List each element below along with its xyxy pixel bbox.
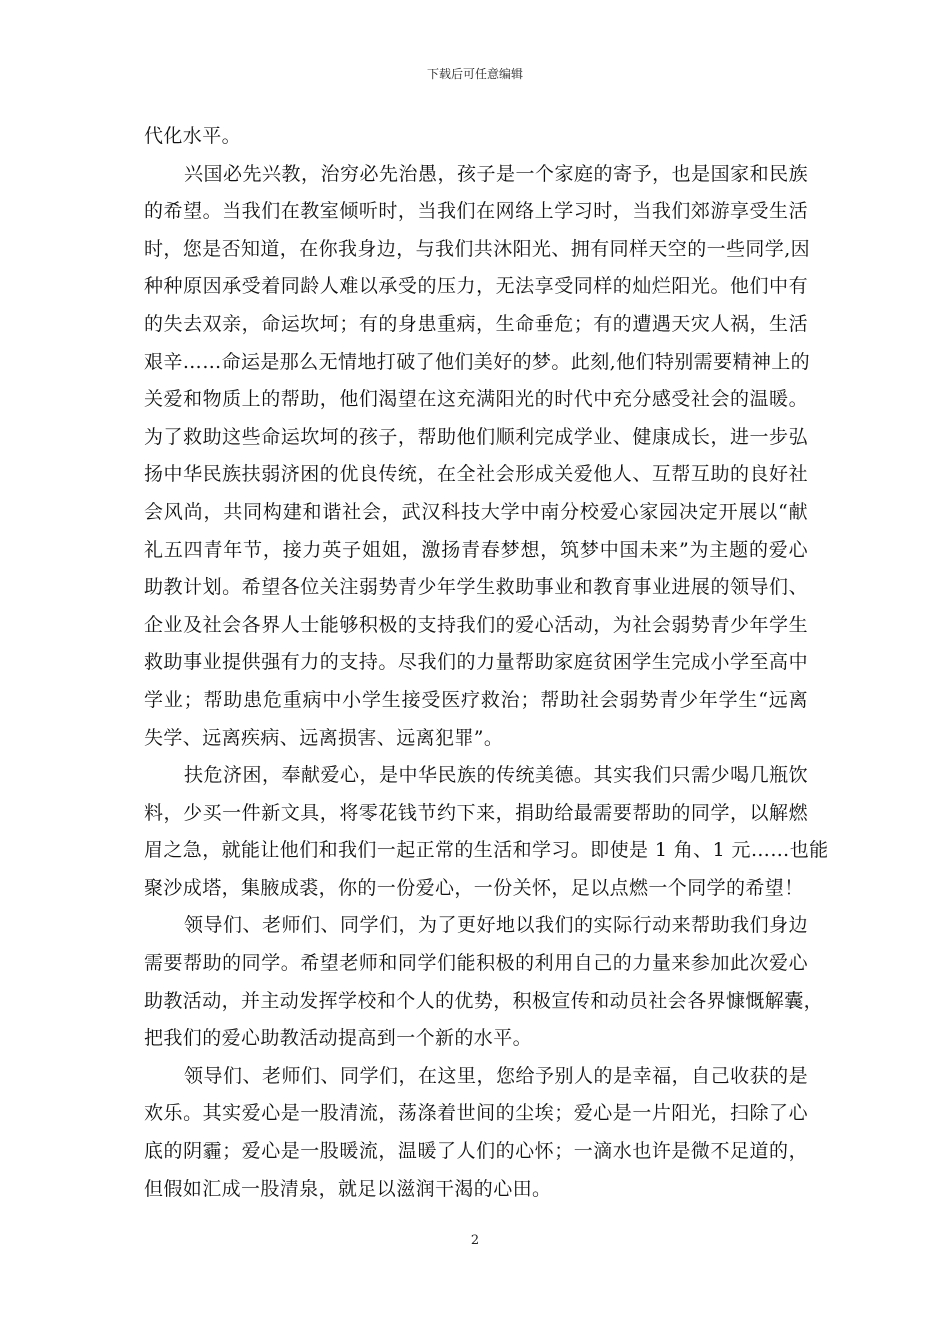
document-body bbox=[144, 118, 829, 1208]
paragraph-line: 需要帮助的同学。希望老师和同学们能积极的利用自己的力量来参加此次爱心 bbox=[144, 952, 808, 975]
paragraph-line: 欢乐。其实爱心是一股清流，荡涤着世间的尘埃；爱心是一片阳光，扫除了心 bbox=[144, 1102, 808, 1125]
paragraph-line: 扶危济困，奉献爱心，是中华民族的传统美德。其实我们只需少喝几瓶饮 bbox=[184, 764, 808, 787]
paragraph-line: 助教活动，并主动发挥学校和个人的优势，积极宣传和动员社会各界慷慨解囊， bbox=[144, 989, 824, 1012]
paragraph-line: 种种原因承受着同龄人难以承受的压力，无法享受同样的灿烂阳光。他们中有 bbox=[144, 275, 808, 298]
paragraph-line: 学业；帮助患危重病中小学生接受医疗救治；帮助社会弱势青少年学生“远离 bbox=[144, 688, 808, 711]
paragraph-line: 代化水平。 bbox=[144, 125, 242, 147]
paragraph-line: 扬中华民族扶弱济困的优良传统，在全社会形成关爱他人、互帮互助的良好社 bbox=[144, 463, 808, 486]
paragraph-line: 关爱和物质上的帮助，他们渴望在这充满阳光的时代中充分感受社会的温暖。 bbox=[144, 388, 808, 411]
paragraph-line: 助教计划。希望各位关注弱势青少年学生救助事业和教育事业进展的领导们、 bbox=[144, 576, 808, 599]
paragraph-line: 为了救助这些命运坎坷的孩子，帮助他们顺利完成学业、健康成长，进一步弘 bbox=[144, 425, 808, 448]
paragraph-line: 领导们、老师们、同学们，在这里，您给予别人的是幸福，自己收获的是 bbox=[184, 1064, 808, 1087]
paragraph-line: 企业及社会各界人士能够积极的支持我们的爱心活动，为社会弱势青少年学生 bbox=[144, 613, 808, 636]
paragraph-line: 礼五四青年节，接力英子姐姐，激扬青春梦想，筑梦中国未来”为主题的爱心 bbox=[144, 538, 808, 561]
paragraph-line: 底的阴霾；爱心是一股暖流，温暖了人们的心怀；一滴水也许是微不足道的， bbox=[144, 1140, 808, 1163]
paragraph-line: 料，少买一件新文具，将零花钱节约下来，捐助给最需要帮助的同学，以解燃 bbox=[144, 801, 808, 824]
paragraph-line: 把我们的爱心助教活动提高到一个新的水平。 bbox=[144, 1027, 533, 1050]
page-header: 下载后可任意编辑 bbox=[426, 67, 523, 81]
paragraph-line: 失学、远离疾病、远离损害、远离犯罪”。 bbox=[144, 726, 504, 749]
paragraph-line: 的失去双亲，命运坎坷；有的身患重病，生命垂危；有的遭遇天灾人祸，生活 bbox=[144, 312, 808, 335]
paragraph-line: 救助事业提供强有力的支持。尽我们的力量帮助家庭贫困学生完成小学至高中 bbox=[144, 651, 808, 674]
paragraph-line: 眉之急，就能让他们和我们一起正常的生活和学习。即使是 1 角、1 元……也能 bbox=[144, 839, 829, 862]
paragraph-line: 艰辛……命运是那么无情地打破了他们美好的梦。此刻,他们特别需要精神上的 bbox=[144, 350, 811, 373]
paragraph-line: 的希望。当我们在教室倾听时，当我们在网络上学习时，当我们郊游享受生活 bbox=[144, 200, 808, 223]
paragraph-line: 但假如汇成一股清泉，就足以滋润干渴的心田。 bbox=[144, 1177, 552, 1200]
paragraph-line: 领导们、老师们、同学们，为了更好地以我们的实际行动来帮助我们身边 bbox=[184, 914, 808, 937]
paragraph-line: 时，您是否知道，在你我身边，与我们共沐阳光、拥有同样天空的一些同学,因 bbox=[144, 237, 811, 260]
paragraph-line: 聚沙成塔，集腋成裘，你的一份爱心，一份关怀，足以点燃一个同学的希望！ bbox=[144, 876, 804, 899]
page-number: 2 bbox=[470, 1233, 480, 1248]
paragraph-line: 兴国必先兴教，治穷必先治愚，孩子是一个家庭的寄予，也是国家和民族 bbox=[184, 162, 808, 185]
paragraph-line: 会风尚，共同构建和谐社会，武汉科技大学中南分校爱心家园决定开展以“献 bbox=[144, 500, 808, 523]
